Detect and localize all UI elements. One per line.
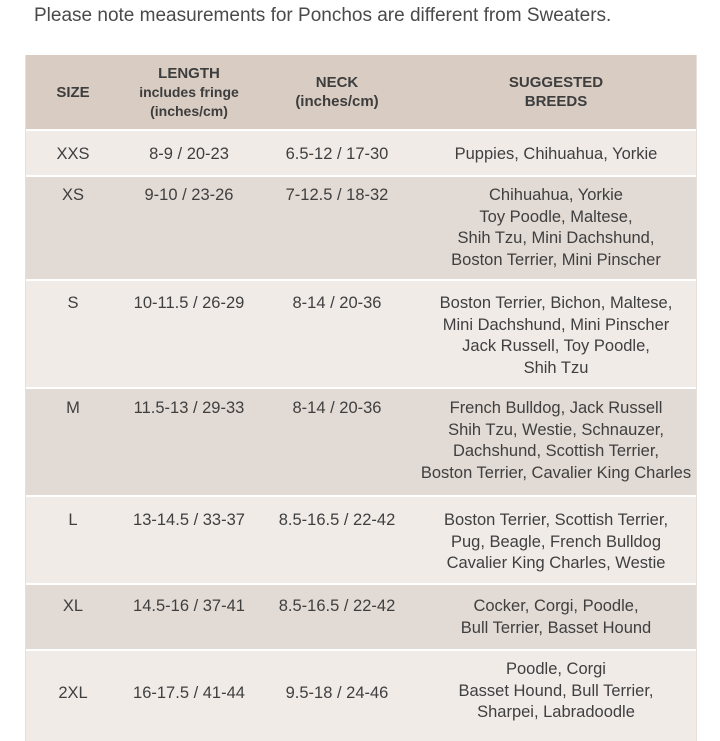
cell-size: 2XL [58, 684, 88, 702]
table-row [26, 281, 696, 387]
cell-length: 11.5-13 / 29-33 [133, 399, 245, 417]
header-size: SIZE [56, 83, 90, 101]
cell-breeds: Poodle, Corgi Basset Hound, Bull Terrier, Sharpei, Labradoodle [458, 660, 654, 721]
cell-neck: 6.5-12 / 17-30 [285, 145, 389, 163]
table-row [26, 497, 696, 583]
cell-size: XXS [56, 145, 90, 163]
header-breeds: SUGGESTED BREEDS [508, 74, 604, 110]
cell-length: 13-14.5 / 33-37 [133, 511, 245, 529]
cell-breeds: French Bulldog, Jack Russell Shih Tzu, Westie, Schnauzer, Dachshund, Scottish Terrier, Boston Terrier, Cavalier King Charles [420, 399, 692, 482]
cell-breeds: Boston Terrier, Scottish Terrier, Pug, Beagle, French Bulldog Cavalier King Charles, Westie [443, 511, 669, 572]
cell-size: M [66, 399, 80, 417]
cell-size: XS [61, 186, 84, 204]
cell-size: L [68, 511, 78, 529]
cell-length: 9-10 / 23-26 [144, 186, 234, 204]
cell-length: 8-9 / 20-23 [149, 145, 229, 163]
table-row [26, 389, 696, 495]
table-header [26, 55, 696, 129]
cell-breeds: Puppies, Chihuahua, Yorkie [454, 145, 658, 163]
size-note: Please note measurements for Ponchos are different from Sweaters. [34, 5, 612, 26]
cell-length: 16-17.5 / 41-44 [133, 684, 245, 702]
table-row [26, 177, 696, 279]
cell-size: S [67, 294, 79, 312]
cell-neck: 8.5-16.5 / 22-42 [278, 597, 396, 615]
header-length: LENGTH includes fringe (inches/cm) [139, 64, 239, 119]
cell-neck: 8-14 / 20-36 [292, 294, 382, 312]
table-row [26, 585, 696, 649]
cell-breeds: Cocker, Corgi, Poodle, Bull Terrier, Basset Hound [460, 597, 652, 637]
header-neck: NECK (inches/cm) [295, 74, 379, 110]
cell-length: 10-11.5 / 26-29 [133, 294, 245, 312]
table-row [26, 131, 696, 175]
table-row [26, 651, 696, 741]
cell-length: 14.5-16 / 37-41 [133, 597, 245, 615]
size-chart-table [25, 55, 697, 741]
cell-neck: 8-14 / 20-36 [292, 399, 382, 417]
cell-neck: 9.5-18 / 24-46 [285, 684, 389, 702]
cell-breeds: Chihuahua, Yorkie Toy Poodle, Maltese, Shih Tzu, Mini Dachshund, Boston Terrier, Mini Pinscher [451, 186, 661, 269]
cell-neck: 7-12.5 / 18-32 [285, 186, 389, 204]
cell-breeds: Boston Terrier, Bichon, Maltese, Mini Dachshund, Mini Pinscher Jack Russell, Toy Poodle, Shih Tzu [439, 294, 673, 377]
cell-size: XL [62, 597, 84, 615]
cell-neck: 8.5-16.5 / 22-42 [278, 511, 396, 529]
